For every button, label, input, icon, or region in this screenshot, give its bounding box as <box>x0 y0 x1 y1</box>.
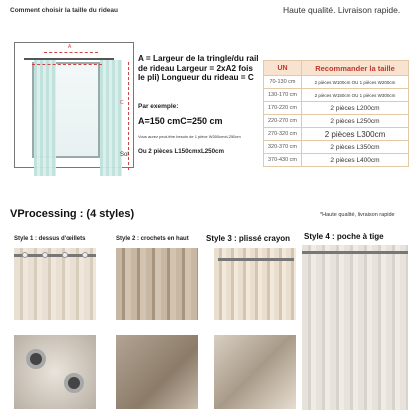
style-3-photo <box>214 248 296 320</box>
table-row <box>264 115 409 128</box>
recommend-cell: 2 pièces W100cm OU 1 pièces W200cm <box>302 76 409 89</box>
hook-detail-photo <box>116 335 198 409</box>
range-cell: 370-430 cm <box>264 154 302 167</box>
recommend-cell: 2 pièces L400cm <box>302 154 409 167</box>
guide-title: Comment choisir la taille du rideau <box>10 7 118 14</box>
grommet-detail-photo <box>14 335 96 409</box>
window-diagram <box>14 40 134 174</box>
style-1-caption: Style 1 : dessus d'œillets <box>14 236 86 242</box>
range-cell: 170-220 cm <box>264 102 302 115</box>
formula-explanation: A = Largeur de la tringle/du rail de rideau Largeur = 2xA2 fois le pli) Longueur du rideau = C <box>138 54 259 82</box>
style-1-photo <box>14 248 96 320</box>
recommend-cell: 2 pièces L250cm <box>302 115 409 128</box>
range-cell: 220-270 cm <box>264 115 302 128</box>
range-cell: 320-370 cm <box>264 141 302 154</box>
header-un: UN <box>264 61 302 76</box>
quality-tagline: Haute qualité. Livraison rapide. <box>283 5 401 15</box>
dimension-label-c: C <box>120 100 124 106</box>
table-row <box>264 128 409 141</box>
recommend-cell: 2 pièces L350cm <box>302 141 409 154</box>
size-table <box>263 60 409 167</box>
grommet-ring <box>42 252 48 258</box>
recommend-cell: 2 pièces W150cm OU 1 pièces W300cm <box>302 89 409 102</box>
grommet-ring <box>62 252 68 258</box>
example-formula: A=150 cmC=250 cm <box>138 116 223 126</box>
dimension-label-a: A <box>68 44 72 50</box>
style-2-caption: Style 2 : crochets en haut <box>116 236 189 242</box>
table-row <box>264 76 409 89</box>
processing-title: VProcessing : (4 styles) <box>10 208 135 220</box>
table-row <box>264 141 409 154</box>
grommet-ring <box>82 252 88 258</box>
grommet-ring <box>22 252 28 258</box>
example-alternative: Ou 2 pièces L150cmxL250cm <box>138 148 224 155</box>
example-note: Vous aurez peut-être besoin de 1 pièce W300cmxL250cm <box>138 134 241 139</box>
example-label: Par exemple: <box>138 103 179 110</box>
table-row <box>264 89 409 102</box>
grommet-detail <box>64 373 84 393</box>
style-4-photo <box>302 245 408 410</box>
dimension-line-a <box>44 52 98 53</box>
recommend-cell: 2 pièces L200cm <box>302 102 409 115</box>
grommet-detail <box>26 349 46 369</box>
header-recommend: Recommander la taille <box>302 61 409 76</box>
pleat-detail-photo <box>214 335 296 409</box>
size-table-header <box>264 61 409 76</box>
range-cell: 270-320 cm <box>264 128 302 141</box>
floor-label: Sol <box>120 152 129 158</box>
table-row <box>264 102 409 115</box>
dimension-line-width <box>32 64 102 65</box>
range-cell: 70-130 cm <box>264 76 302 89</box>
recommend-cell: 2 pièces L300cm <box>302 128 409 141</box>
curtain-left-panel <box>34 60 56 176</box>
rod <box>218 258 294 261</box>
range-cell: 130-170 cm <box>264 89 302 102</box>
rod <box>302 251 408 254</box>
style-2-photo <box>116 248 198 320</box>
style-4-caption: Style 4 : poche à tige <box>304 232 384 241</box>
curtain-right-panel <box>100 60 122 176</box>
style-3-caption: Style 3 : plissé crayon <box>206 234 291 243</box>
processing-note: *Haute qualité, livraison rapide <box>320 212 395 218</box>
table-row <box>264 154 409 167</box>
